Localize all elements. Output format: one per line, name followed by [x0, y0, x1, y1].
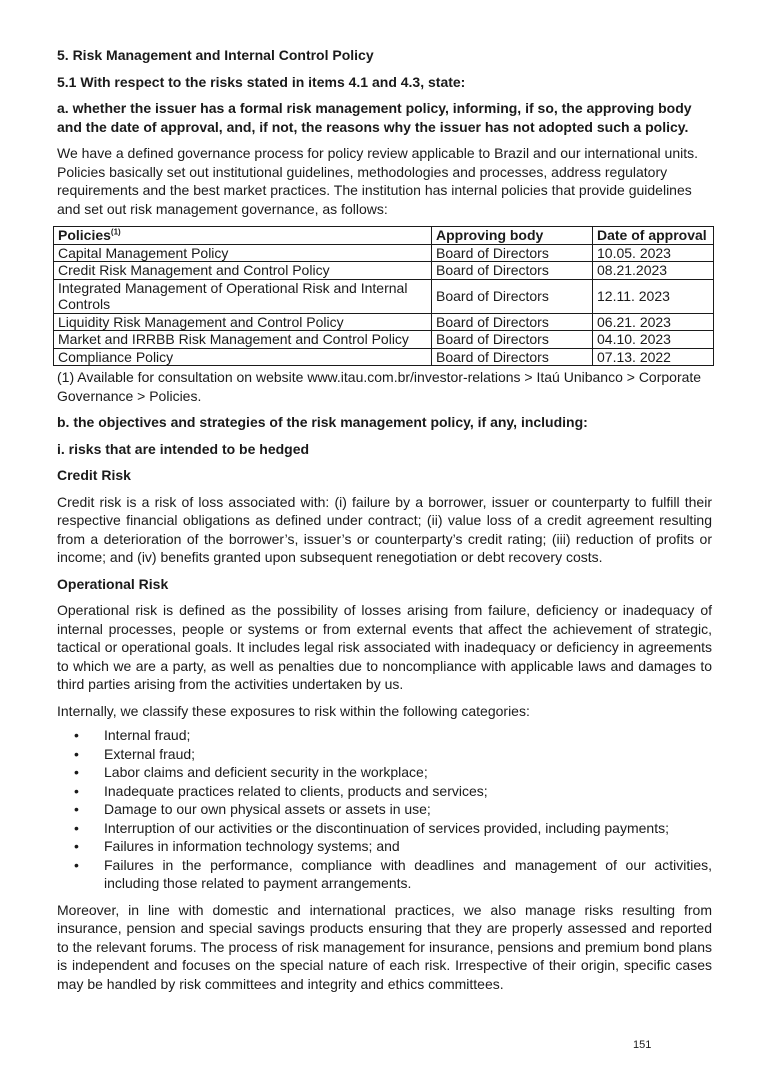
- item-a-question: a. whether the issuer has a formal risk management policy, informing, if so, the approving body and the date of approval, and, if not, the reasons why the issuer has not adopted such a policy.: [57, 100, 692, 135]
- header-approving-body: Approving body: [432, 227, 593, 245]
- approving-body: Board of Directors: [432, 348, 593, 366]
- bullet-icon: •: [74, 782, 79, 799]
- bullet-icon: •: [74, 727, 79, 743]
- policy-name: Liquidity Risk Management and Control Policy: [54, 313, 432, 331]
- approving-body: Board of Directors: [432, 331, 593, 349]
- approval-date: 12.11. 2023: [593, 279, 714, 313]
- bullet-icon: •: [74, 838, 79, 854]
- table-row: [54, 313, 714, 331]
- intro-paragraph: We have a defined governance process for policy review applicable to Brazil and our international units. Policies basically set out institutional guidelines, methodologies and processes, address regulatory requirements and the best market practices. The institution has internal policies that provide guidelines and set out risk management governance, as follows:: [57, 145, 698, 217]
- item-b-sub-i: i. risks that are intended to be hedged: [57, 440, 310, 457]
- item-b-question: b. the objectives and strategies of the risk management policy, if any, including:: [57, 414, 588, 430]
- table-row: [54, 262, 714, 280]
- page-number: 151: [633, 1039, 652, 1051]
- list-item: • Inadequate practices related to clients, products and services;: [74, 782, 488, 799]
- table-row: [54, 348, 714, 366]
- operational-risk-heading: Operational Risk: [57, 575, 169, 592]
- policy-name: Credit Risk Management and Control Policy: [54, 262, 432, 280]
- credit-risk-paragraph: Credit risk is a risk of loss associated with: (i) failure by a borrower, issuer or counterparty to fulfill their respective financial obligations as defined under contract; (ii) value loss of a credit agreement resulting from a deterioration of the borrower’s, issuer’s or counterparty’s credit rating; (iii) reduction of profits or income; and (iv) benefits granted upon subsequent renegotiation or debt recovery costs.: [57, 493, 712, 565]
- header-policies: Policies$^{(1)}$: [54, 227, 432, 245]
- list-item: • Failures in information technology systems; and: [74, 838, 400, 854]
- policy-name: Market and IRRBB Risk Management and Control Policy: [54, 331, 432, 349]
- approval-date: 08.21.2023: [593, 262, 714, 280]
- policy-name: Integrated Management of Operational Risk and Internal Controls: [54, 279, 432, 313]
- section-title: 5. Risk Management and Internal Control Policy: [57, 47, 374, 63]
- categories-intro: Internally, we classify these exposures to risk within the following categories:: [57, 702, 530, 719]
- credit-risk-heading: Credit Risk: [57, 467, 131, 483]
- list-item: • Damage to our own physical assets or assets in use;: [74, 801, 431, 817]
- approving-body: Board of Directors: [432, 244, 593, 262]
- list-item: • Internal fraud;: [74, 727, 191, 743]
- list-item: • Labor claims and deficient security in the workplace;: [74, 764, 428, 780]
- bullet-icon: •: [74, 764, 79, 780]
- section-subtitle: 5.1 With respect to the risks stated in items 4.1 and 4.3, state:: [57, 73, 466, 90]
- list-item: • Interruption of our activities or the discontinuation of services provided, including payments;: [74, 819, 669, 836]
- document-page: [57, 46, 712, 993]
- approving-body: Board of Directors: [432, 313, 593, 331]
- bullet-icon: •: [74, 856, 79, 873]
- approving-body: Board of Directors: [432, 262, 593, 280]
- approval-date: 10.05. 2023: [593, 244, 714, 262]
- policies-table: [53, 226, 714, 366]
- list-item: • External fraud;: [74, 745, 196, 762]
- risk-categories-list: [57, 726, 712, 893]
- bullet-icon: •: [74, 819, 79, 836]
- approval-date: 07.13. 2022: [593, 348, 714, 366]
- footnote-marker: (1): [110, 227, 121, 237]
- approving-body: Board of Directors: [432, 279, 593, 313]
- table-row: [54, 331, 714, 349]
- policy-name: Capital Management Policy: [54, 244, 432, 262]
- list-item: • Failures in the performance, compliance with deadlines and management of our activities, including those related to payment arrangements.: [74, 856, 712, 891]
- approval-date: 06.21. 2023: [593, 313, 714, 331]
- policy-name: Compliance Policy: [54, 348, 432, 366]
- header-date: Date of approval: [593, 227, 714, 245]
- table-row: [54, 279, 714, 313]
- bullet-icon: •: [74, 745, 79, 762]
- table-row: [54, 244, 714, 262]
- closing-paragraph: Moreover, in line with domestic and international practices, we also manage risks resulting from insurance, pension and special savings products ensuring that they are properly assessed and reported to the relevant forums. The process of risk management for insurance, pensions and premium bond plans is independent and focuses on the special nature of each risk. Irrespective of their origin, specific cases may be handled by risk committees and integrity and ethics committees.: [57, 901, 712, 992]
- bullet-icon: •: [74, 801, 79, 817]
- operational-risk-paragraph: Operational risk is defined as the possibility of losses arising from failure, deficiency or inadequacy of internal processes, people or systems or from external events that affect the achievement of strategic, tactical or operational goals. It includes legal risk associated with inadequacy or deficiency in agreements to which we are a party, as well as penalties due to noncompliance with applicable laws and damages to third parties arising from the activities undertaken by us.: [57, 602, 712, 692]
- table-header-row: [54, 227, 714, 245]
- approval-date: 04.10. 2023: [593, 331, 714, 349]
- table-footnote: (1) Available for consultation on website www.itau.com.br/investor-relations > Itaú Unibanco > Corporate Governance > Policies.: [57, 369, 702, 404]
